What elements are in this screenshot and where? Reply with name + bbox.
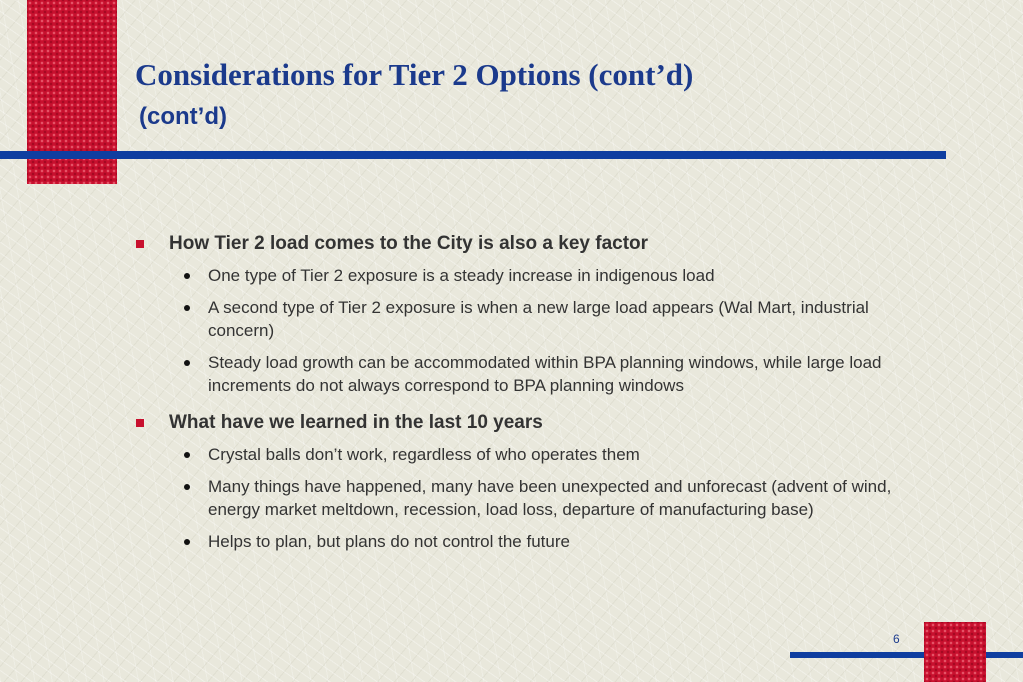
bullet-lessons-learned (132, 411, 932, 435)
slide-content (132, 232, 932, 567)
page-number: 6 (893, 632, 900, 646)
sub-bullet-list (132, 264, 932, 397)
dot-bullet-icon (184, 273, 190, 279)
slide-title: Considerations for Tier 2 Options (cont’d) (135, 57, 694, 92)
dot-bullet-icon (184, 484, 190, 490)
sub-bullet-text: One type of Tier 2 exposure is a steady increase in indigenous load (208, 266, 715, 285)
sub-bullet-text: Steady load growth can be accommodated within BPA planning windows, while large load increments do not always correspond to BPA planning windows (208, 353, 882, 395)
sub-bullet-item (132, 530, 908, 553)
sub-bullet-text: Crystal balls don’t work, regardless of who operates them (208, 445, 640, 464)
dot-bullet-icon (184, 452, 190, 458)
sub-bullet-item (132, 351, 908, 397)
sub-bullet-list (132, 443, 932, 553)
bullet-text: What have we learned in the last 10 years (169, 412, 543, 433)
sub-bullet-text: Many things have happened, many have been unexpected and unforecast (advent of wind, energy market meltdown, recession, load loss, departure of manufacturing base) (208, 477, 892, 519)
sub-bullet-item (132, 264, 908, 287)
dot-bullet-icon (184, 539, 190, 545)
sub-bullet-item (132, 296, 908, 342)
slide-subtitle: (cont’d) (139, 103, 227, 130)
sub-bullet-text: Helps to plan, but plans do not control the future (208, 532, 570, 551)
square-bullet-icon (136, 419, 144, 427)
bullet-text: How Tier 2 load comes to the City is also a key factor (169, 233, 649, 254)
dot-bullet-icon (184, 305, 190, 311)
sub-bullet-item (132, 443, 908, 466)
bullet-tier2-load (132, 232, 932, 256)
sub-bullet-text: A second type of Tier 2 exposure is when a new large load appears (Wal Mart, industrial concern) (208, 298, 869, 340)
footer-divider-line (790, 652, 1023, 658)
sub-bullet-item (132, 475, 908, 521)
square-bullet-icon (136, 240, 144, 248)
decorative-red-block-bottom (924, 622, 986, 682)
title-divider-line (0, 151, 946, 159)
dot-bullet-icon (184, 360, 190, 366)
